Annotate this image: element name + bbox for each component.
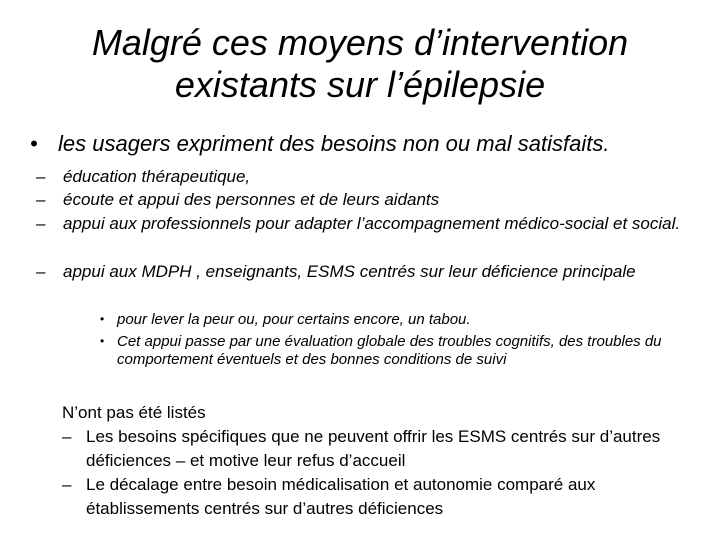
not-listed-heading: N’ont pas été listés [62,403,206,422]
dash-marker: – [62,427,72,446]
bullet-marker: • [100,334,105,348]
sub-item-text: écoute et appui des personnes et de leurs aidants [63,190,440,209]
not-listed-section [62,401,702,521]
sub-sub-item-text: Cet appui passe par une évaluation globale des troubles cognitifs, des troubles du comportement éventuels et des bonnes conditions de suivi [117,333,662,368]
sub-item-text: appui aux professionnels pour adapter l’accompagnement médico-social et social. [63,214,681,233]
main-bullet-text: les usagers expriment des besoins non ou mal satisfaits. [58,131,610,156]
sub-sub-item [100,311,700,329]
sub-item [36,190,696,209]
not-listed-item [62,425,702,473]
not-listed-item-text: Le décalage entre besoin médicalisation et autonomie comparé aux établissements centrés sur d’autres déficiences [86,475,596,518]
dash-marker: – [62,475,72,494]
sub-item [36,262,696,281]
bullet-marker: • [100,312,105,326]
dash-marker: – [36,190,46,209]
sub-item [36,214,696,233]
sub-item [36,167,696,186]
sub-sub-item-text: pour lever la peur ou, pour certains encore, un tabou. [117,311,471,328]
bullet-marker: • [30,131,38,156]
dash-marker: – [36,262,46,281]
not-listed-item-text: Les besoins spécifiques que ne peuvent offrir les ESMS centrés sur d’autres déficiences – et motive leur refus d’accueil [86,427,661,470]
slide-title [20,22,700,106]
slide-title-line-1: Malgré ces moyens d’intervention [91,22,629,63]
not-listed-item [62,473,702,521]
sub-item-text: éducation thérapeutique, [63,167,251,186]
dash-marker: – [36,167,46,186]
dash-marker: – [36,214,46,233]
sub-item-text: appui aux MDPH , enseignants, ESMS centrés sur leur déficience principale [63,262,636,281]
slide-title-line-2: existants sur l’épilepsie [174,64,546,105]
sub-sub-item [100,333,700,368]
